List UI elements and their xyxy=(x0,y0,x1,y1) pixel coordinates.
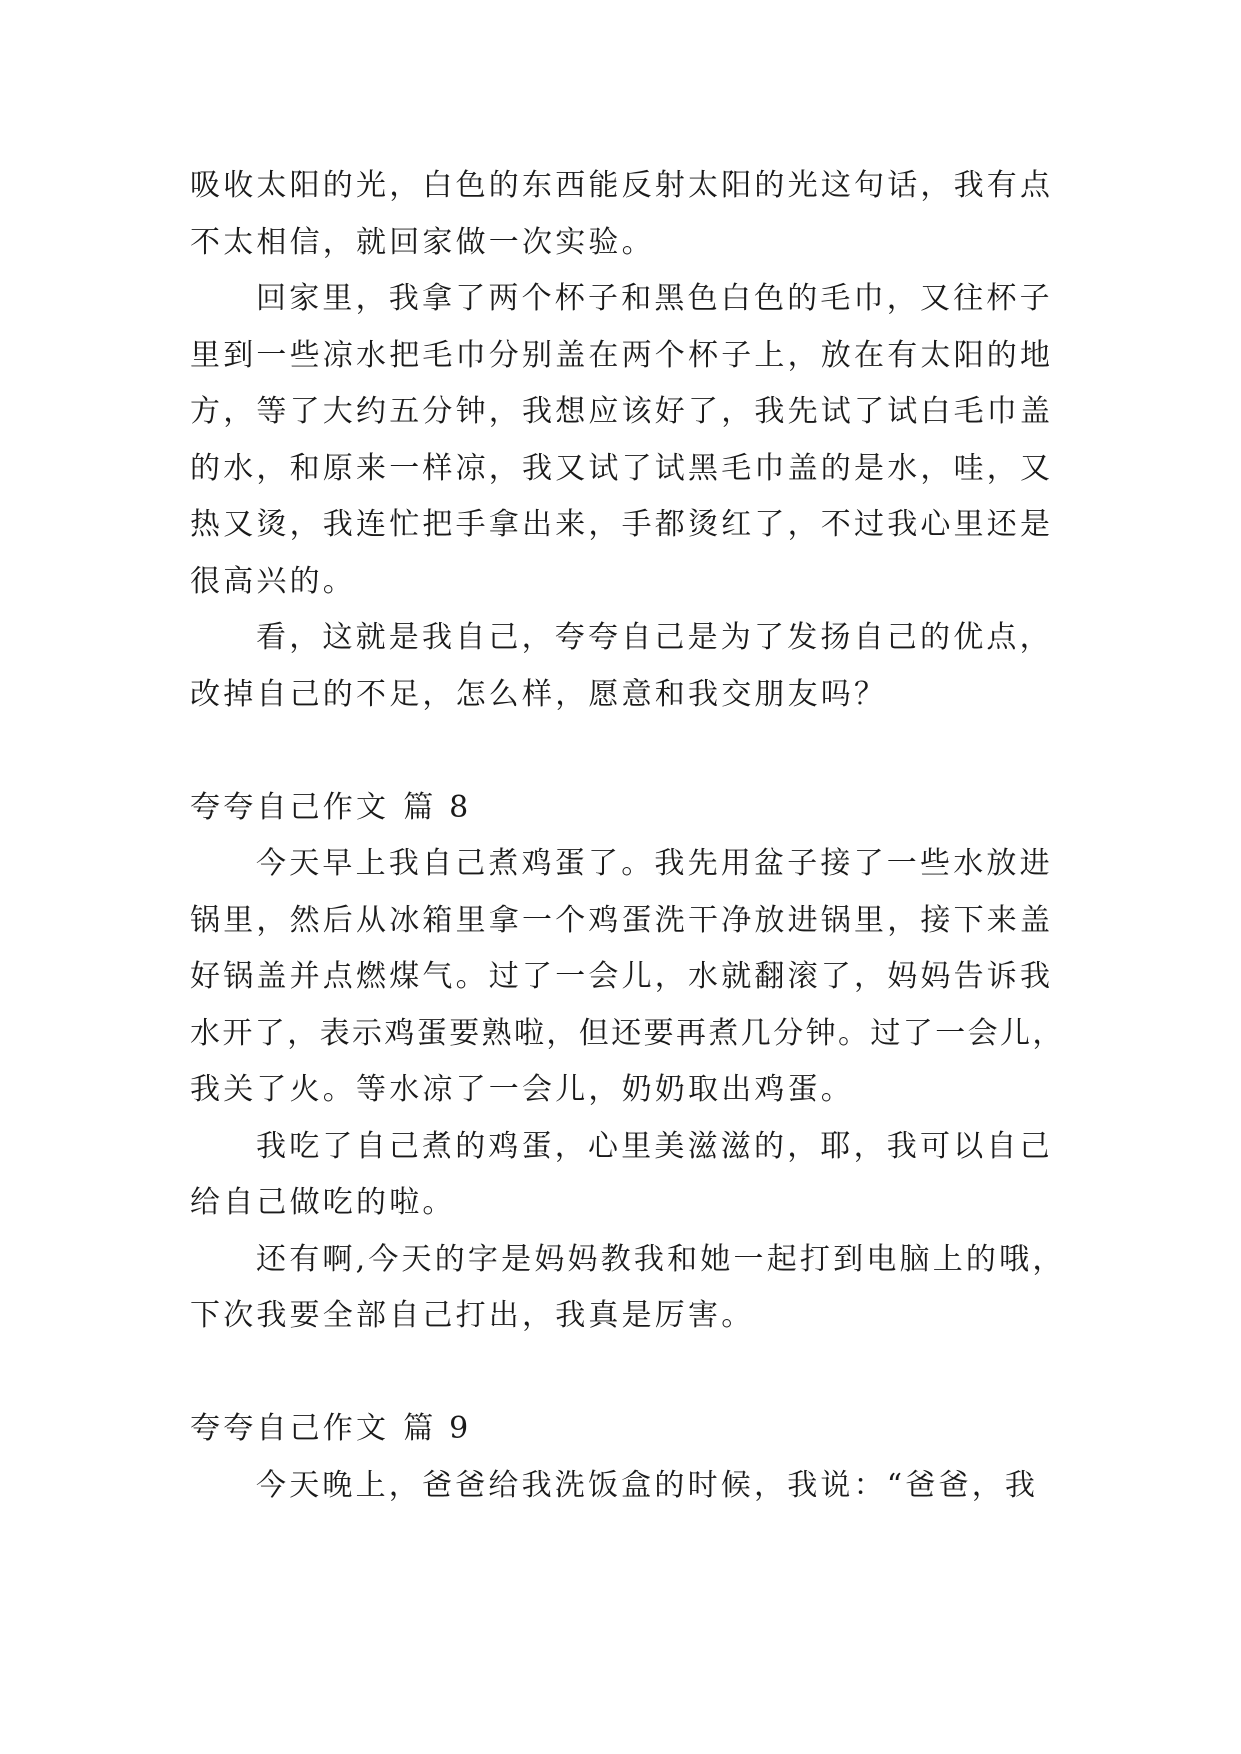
paragraph-line: 锅里，然后从冰箱里拿一个鸡蛋洗干净放进锅里，接下来盖 xyxy=(190,902,1054,938)
paragraph-line: 下次我要全部自己打出，我真是厉害。 xyxy=(190,1298,755,1333)
paragraph-first-line: 今天晚上，爸爸给我洗饭盒的时候，我说：“爸爸，我 xyxy=(256,1467,1039,1503)
section-heading-title: 夸夸自己作文 xyxy=(190,1411,390,1446)
section-heading-number: 篇 9 xyxy=(403,1411,472,1446)
section-heading-title: 夸夸自己作文 xyxy=(190,789,390,825)
paragraph-line: 方，等了大约五分钟，我想应该好了，我先试了试白毛巾盖 xyxy=(190,394,1054,429)
paragraph-line: 好锅盖并点燃煤气。过了一会儿，水就翻滚了，妈妈告诉我 xyxy=(190,959,1054,994)
paragraph-line: 的水，和原来一样凉，我又试了试黑毛巾盖的是水，哇，又 xyxy=(190,450,1054,486)
paragraph-spacer xyxy=(190,723,1070,780)
paragraph-line: 水开了，表示鸡蛋要熟啦，但还要再煮几分钟。过了一会儿， xyxy=(190,1015,1065,1051)
paragraph-first-line: 我吃了自己煮的鸡蛋，心里美滋滋的，耶，我可以自己 xyxy=(256,1128,1053,1164)
section-heading-number: 篇 8 xyxy=(403,789,472,825)
section-heading xyxy=(190,1401,1070,1458)
paragraph-first-line: 今天早上我自己煮鸡蛋了。我先用盆子接了一些水放进 xyxy=(256,846,1053,881)
paragraph-line: 给自己做吃的啦。 xyxy=(190,1185,456,1220)
paragraph-line: 改掉自己的不足，怎么样，愿意和我交朋友吗？ xyxy=(190,676,888,712)
paragraph-line: 我关了火。等水凉了一会儿，奶奶取出鸡蛋。 xyxy=(190,1072,854,1107)
document-body xyxy=(190,158,1070,1514)
paragraph-line: 很高兴的。 xyxy=(190,563,356,599)
paragraph-line: 热又烫，我连忙把手拿出来，手都烫红了，不过我心里还是 xyxy=(190,507,1054,542)
section-heading xyxy=(190,780,1070,837)
paragraph-spacer xyxy=(190,1345,1070,1402)
paragraph-line: 里到一些凉水把毛巾分别盖在两个杯子上，放在有太阳的地 xyxy=(190,337,1054,373)
paragraph-first-line: 回家里，我拿了两个杯子和黑色白色的毛巾，又往杯子 xyxy=(256,281,1053,316)
paragraph-first-line: 看，这就是我自己，夸夸自己是为了发扬自己的优点， xyxy=(256,620,1053,655)
paragraph-first-line: 还有啊,今天的字是妈妈教我和她一起打到电脑上的哦， xyxy=(256,1241,1066,1277)
paragraph-line: 不太相信，就回家做一次实验。 xyxy=(190,224,655,260)
paragraph-line: 吸收太阳的光，白色的东西能反射太阳的光这句话，我有点 xyxy=(190,168,1054,203)
